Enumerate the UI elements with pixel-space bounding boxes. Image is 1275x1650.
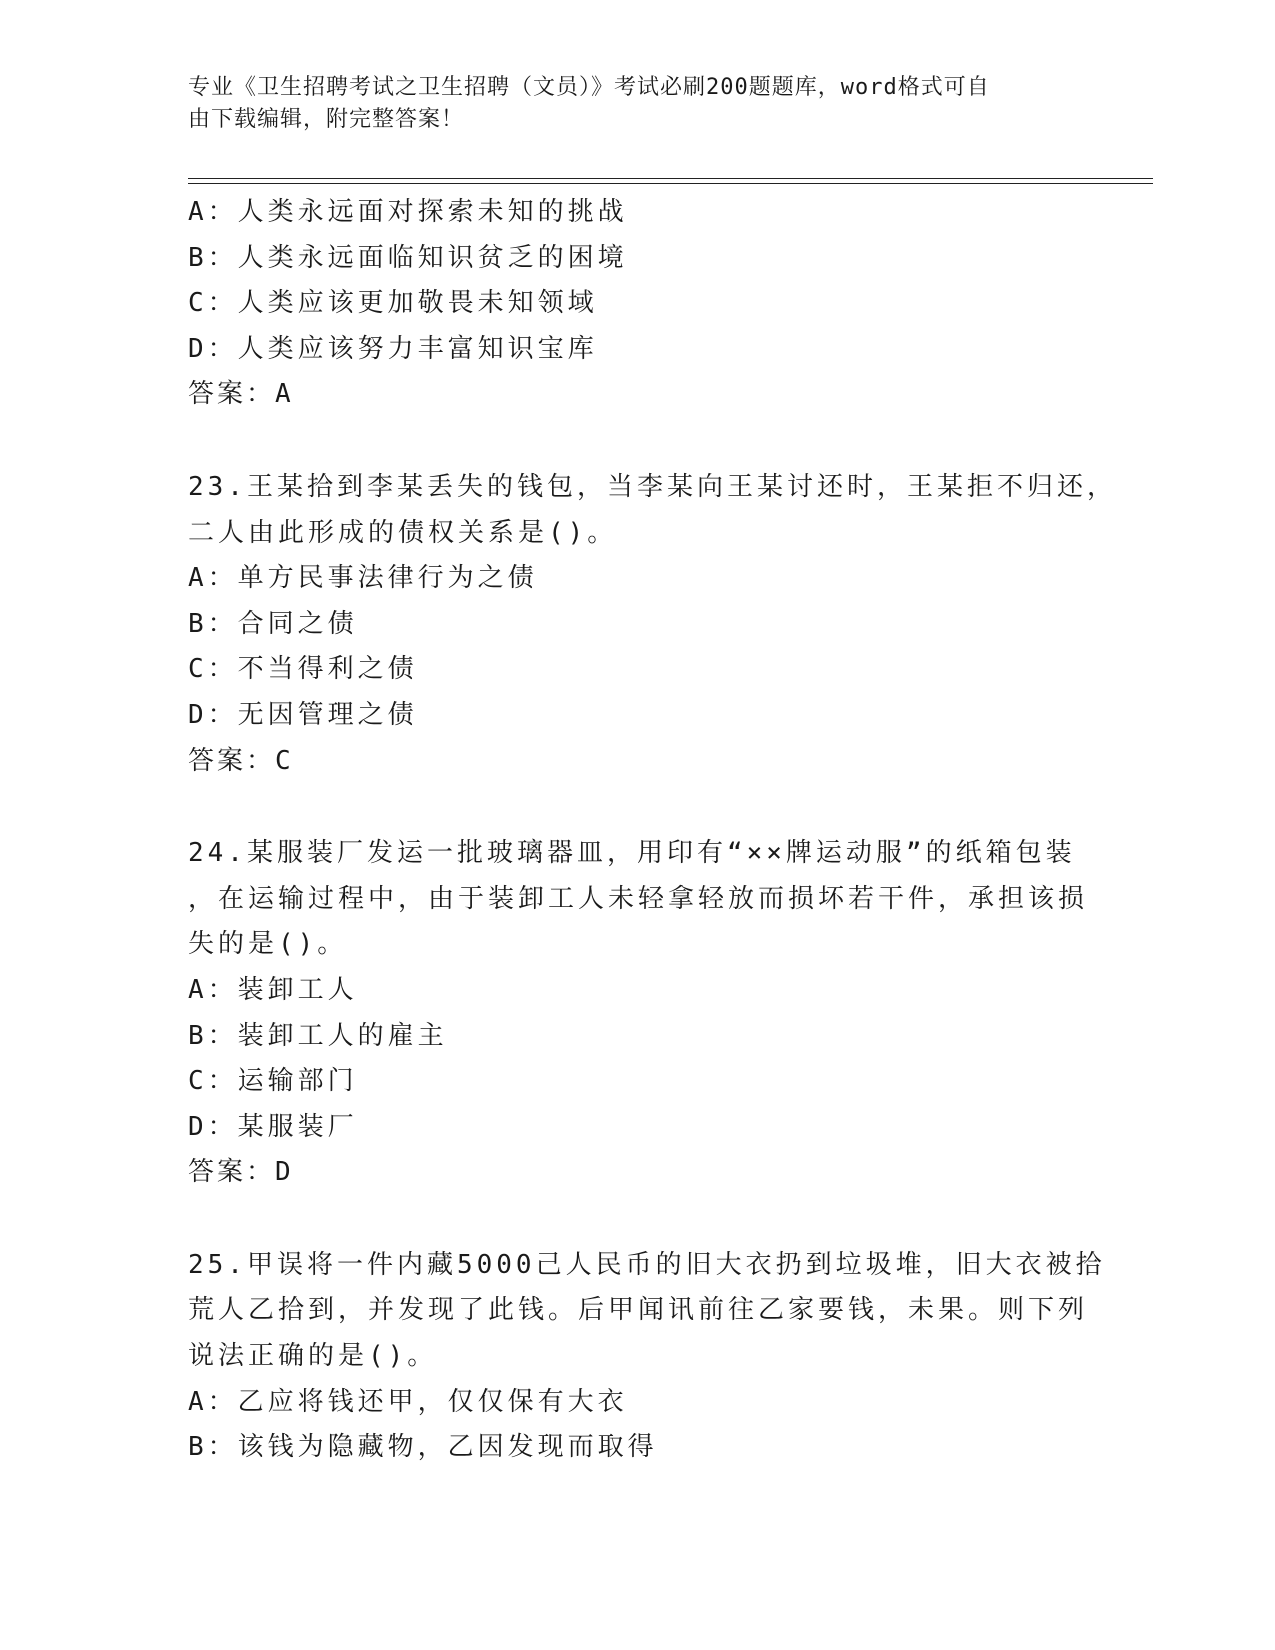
option-c: C：人类应该更加敬畏未知领域 <box>188 288 598 319</box>
spacer <box>188 1196 1088 1243</box>
option-c: C：不当得利之债 <box>188 654 418 685</box>
answer-line <box>188 372 1088 418</box>
spacer <box>188 784 1088 831</box>
question-24 <box>188 831 1088 1196</box>
question-25 <box>188 1243 1106 1471</box>
question-stem-line: 23.王某拾到李某丢失的钱包，当李某向王某讨还时，王某拒不归还， <box>188 471 1117 502</box>
option-d: D：某服装厂 <box>188 1111 358 1142</box>
question-stem-line: 二人由此形成的债权关系是()。 <box>188 517 618 548</box>
header-divider-bottom <box>188 183 1153 184</box>
answer-label: 答案： <box>188 379 276 410</box>
option-a: A：单方民事法律行为之债 <box>188 563 538 594</box>
option-c: C：运输部门 <box>188 1066 358 1097</box>
answer-label: 答案： <box>188 745 276 776</box>
option-b: B：合同之债 <box>188 608 358 639</box>
question-stem-line: 24.某服装厂发运一批玻璃器皿，用印有“××牌运动服”的纸箱包装 <box>188 838 1076 869</box>
option-b: B：人类永远面临知识贫乏的困境 <box>188 242 628 273</box>
question-22 <box>188 190 1088 418</box>
option-b: B：装卸工人的雇主 <box>188 1020 448 1051</box>
header-line-2: 由下载编辑，附完整答案！ <box>188 107 465 132</box>
question-stem-line: 25.甲误将一件内藏5000己人民币的旧大衣扔到垃圾堆，旧大衣被拾 <box>188 1249 1106 1280</box>
question-stem-line: 失的是()。 <box>188 929 348 960</box>
option-b: B：该钱为隐藏物，乙因发现而取得 <box>188 1432 658 1463</box>
answer-value: A <box>275 379 295 410</box>
header-line-1: 专业《卫生招聘考试之卫生招聘（文员）》考试必刷200题题库，word格式可自 <box>188 75 990 100</box>
option-d: D：无因管理之债 <box>188 699 418 730</box>
answer-value: D <box>275 1157 295 1188</box>
question-23 <box>188 465 1117 784</box>
option-d: D：人类应该努力丰富知识宝库 <box>188 333 598 364</box>
question-stem-line: 说法正确的是()。 <box>188 1341 438 1372</box>
option-a: A：乙应将钱还甲，仅仅保有大衣 <box>188 1386 628 1417</box>
answer-value: C <box>275 745 295 776</box>
question-list <box>188 190 1117 1471</box>
option-a: A：人类永远面对探索未知的挑战 <box>188 197 628 227</box>
document-header <box>188 72 1068 136</box>
header-divider-top <box>188 178 1153 179</box>
answer-label: 答案： <box>188 1157 276 1188</box>
answer-line <box>188 739 1088 785</box>
question-stem-line: 荒人乙拾到，并发现了此钱。后甲闻讯前往乙家要钱，未果。则下列 <box>188 1295 1089 1326</box>
answer-line <box>188 1150 1088 1196</box>
question-stem-line: ，在运输过程中，由于装卸工人未轻拿轻放而损坏若干件，承担该损 <box>188 883 1089 914</box>
spacer <box>188 418 1088 465</box>
option-a: A：装卸工人 <box>188 974 358 1005</box>
